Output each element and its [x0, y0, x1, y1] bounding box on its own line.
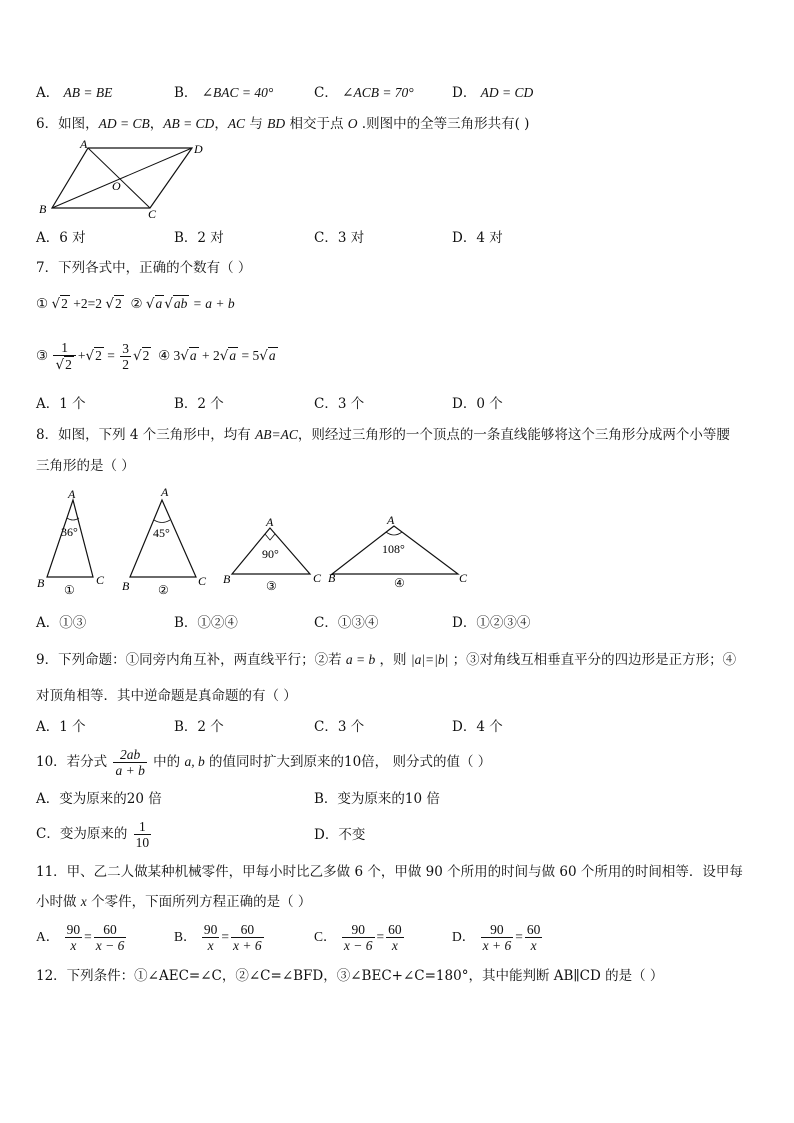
q8-angle-36: 36° — [61, 525, 78, 539]
q7-option-c: C．3 个 — [314, 396, 365, 412]
q8-angle-90: 90° — [262, 547, 279, 561]
q7-option-a: A．1 个 — [36, 396, 86, 412]
q6-option-c: C．3 对 — [314, 230, 365, 246]
q8-triangle-number-2: ② — [158, 583, 169, 597]
q5-option-b-expr: ∠BAC = 40° — [201, 85, 274, 100]
q5-option-a: A． AB = BE — [36, 85, 113, 101]
q8-option-d: D．①②③④ — [452, 615, 531, 631]
q6-label-o: O — [112, 179, 121, 193]
q6-option-d: D．4 对 — [452, 230, 503, 246]
q10-option-b: B．变为原来的10 倍 — [314, 791, 440, 807]
q8-option-c: C．①③④ — [314, 615, 379, 631]
svg-text:A: A — [68, 487, 76, 501]
q8-triangle-number-1: ① — [64, 583, 75, 597]
svg-text:B: B — [122, 579, 130, 593]
q8-triangles-figure — [30, 484, 490, 600]
q5-option-d: D． AD = CD — [452, 85, 534, 101]
q7-stem: 7．下列各式中，正确的个数有（ ） — [36, 260, 252, 276]
q6-label-a: A — [80, 138, 88, 151]
q9-option-a: A．1 个 — [36, 719, 86, 735]
svg-text:A: A — [387, 513, 395, 527]
q7-items-row1: ① √2 +2=2 √2 ② √a √ab = a + b — [36, 296, 235, 312]
q8-angle-108: 108° — [382, 542, 405, 556]
q8-triangle-number-4: ④ — [394, 576, 405, 590]
q9-option-b: B．2 个 — [174, 719, 224, 735]
q7-items-row2: ③ $\frac{1}{√2}$ +√2 = $\frac{3}{2}$ √2 ④ 3√a + 2√a = 5√a — [36, 340, 276, 374]
q5-option-a-expr: AB = BE — [63, 85, 113, 100]
svg-text:B: B — [328, 571, 336, 585]
svg-text:B: B — [37, 576, 45, 590]
q9-option-c: C．3 个 — [314, 719, 365, 735]
q11-stem-line2: 小时做 x 个零件，下面所列方程正确的是（ ） — [36, 894, 312, 910]
q11-option-d: D． $\frac{90}{x + 6}$ = $\frac{60}{x}$ — [452, 922, 541, 954]
q5-option-b: B． ∠BAC = 40° — [174, 85, 274, 101]
q6-label-c: C — [148, 207, 157, 221]
q8-triangle-3 — [223, 515, 322, 593]
q8-triangle-number-3: ③ — [266, 579, 277, 593]
q7-option-b: B．2 个 — [174, 396, 224, 412]
q8-stem-line2: 三角形的是（ ） — [36, 458, 135, 474]
svg-text:A: A — [161, 485, 169, 499]
q8-triangle-4 — [328, 513, 468, 590]
svg-text:C: C — [96, 573, 105, 587]
svg-text:C: C — [313, 571, 322, 585]
q11-option-c: C． $\frac{90}{x - 6}$ = $\frac{60}{x}$ — [314, 922, 402, 954]
q9-stem-line2: 对顶角相等．其中逆命题是真命题的有（ ） — [36, 688, 297, 704]
q9-stem-line1: 9．下列命题：①同旁内角互补，两直线平行；②若 a = b ，则 |a|=|b| ；③对角线互相垂直平分的四边形是正方形；④ — [36, 652, 737, 668]
q8-option-a: A．①③ — [36, 615, 87, 631]
q11-option-a: A． $\frac{90}{x}$ = $\frac{60}{x - 6}$ — [36, 922, 125, 954]
q10-option-d: D．不变 — [314, 827, 366, 843]
q6-stem: 6．如图，AD = CB，AB = CD，AC 与 BD 相交于点 O .则图中的全等三角形共有( ) — [36, 116, 530, 132]
q6-parallelogram-figure — [34, 138, 214, 222]
q11-option-b: B． $\frac{90}{x}$ = $\frac{60}{x + 6}$ — [174, 922, 262, 954]
q6-label-b: B — [39, 202, 47, 216]
q8-triangle-1 — [37, 487, 105, 597]
q11-stem-line1: 11．甲、乙二人做某种机械零件，甲每小时比乙多做 6 个，甲做 90 个所用的时间与做 60 个所用的时间相等．设甲每 — [36, 864, 743, 880]
q8-angle-45: 45° — [153, 526, 170, 540]
q5-option-c: C． ∠ACB = 70° — [314, 85, 414, 101]
q6-label-d: D — [194, 142, 203, 156]
q9-option-d: D．4 个 — [452, 719, 503, 735]
q6-option-b: B．2 对 — [174, 230, 224, 246]
svg-text:A: A — [266, 515, 274, 529]
q8-stem-line1: 8．如图，下列 4 个三角形中，均有 AB=AC，则经过三角形的一个顶点的一条直线能够将这个三角形分成两个小等腰 — [36, 427, 730, 443]
svg-text:B: B — [223, 572, 231, 586]
q7-option-d: D．0 个 — [452, 396, 503, 412]
q12-stem: 12．下列条件：①∠AEC=∠C，②∠C=∠BFD，③∠BEC+∠C=180°，其中能判断 AB∥CD 的是（ ） — [36, 968, 664, 984]
q10-stem: 10．若分式 $\frac{2ab}{a + b}$ 中的 a, b 的值同时扩大到原来的10倍， 则分式的值（ ） — [36, 747, 492, 778]
q10-option-a: A．变为原来的20 倍 — [36, 791, 162, 807]
svg-text:C: C — [459, 571, 468, 585]
q8-triangle-2 — [122, 485, 207, 597]
q6-option-a: A．6 对 — [36, 230, 86, 246]
q5-option-c-expr: ∠ACB = 70° — [342, 85, 414, 100]
q10-option-c: C．变为原来的 $\frac{1}{10}$ — [36, 819, 150, 850]
q8-option-b: B．①②④ — [174, 615, 238, 631]
svg-text:C: C — [198, 574, 207, 588]
q5-option-d-expr: AD = CD — [480, 85, 534, 100]
